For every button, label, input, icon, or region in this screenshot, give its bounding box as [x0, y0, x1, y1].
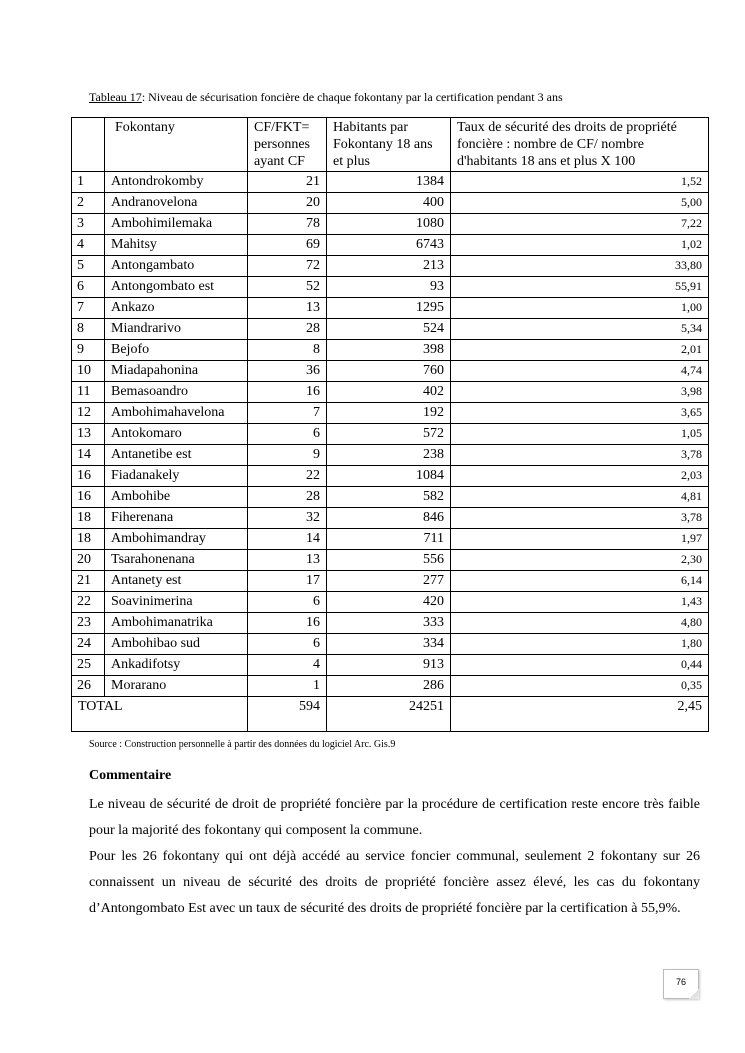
- row-fokontany: Antondrokomby: [105, 172, 248, 193]
- row-fokontany: Antanetibe est: [105, 445, 248, 466]
- table-row: [72, 235, 709, 256]
- row-cf: 6: [248, 424, 327, 445]
- row-taux: 5,34: [451, 319, 709, 340]
- row-cf: 7: [248, 403, 327, 424]
- row-index: 4: [72, 235, 105, 256]
- table-header-row: [72, 118, 709, 172]
- row-habitants: 192: [327, 403, 451, 424]
- row-habitants: 277: [327, 571, 451, 592]
- row-habitants: 572: [327, 424, 451, 445]
- table-row: [72, 382, 709, 403]
- row-cf: 17: [248, 571, 327, 592]
- row-fokontany: Antokomaro: [105, 424, 248, 445]
- row-taux: 3,78: [451, 508, 709, 529]
- page-number: 76: [663, 969, 699, 999]
- row-cf: 28: [248, 319, 327, 340]
- row-index: 22: [72, 592, 105, 613]
- row-fokontany: Miadapahonina: [105, 361, 248, 382]
- row-taux: 2,03: [451, 466, 709, 487]
- row-cf: 16: [248, 613, 327, 634]
- row-index: 16: [72, 466, 105, 487]
- table-row: [72, 172, 709, 193]
- table-row: [72, 340, 709, 361]
- row-index: 11: [72, 382, 105, 403]
- table-row: [72, 487, 709, 508]
- row-fokontany: Miandrarivo: [105, 319, 248, 340]
- row-taux: 4,81: [451, 487, 709, 508]
- row-habitants: 1384: [327, 172, 451, 193]
- total-cf: 594: [248, 697, 327, 732]
- row-cf: 4: [248, 655, 327, 676]
- comment-paragraph: Le niveau de sécurité de droit de propriété foncière par la procédure de certification reste encore très faible pour la majorité des fokontany qui composent la commune.: [89, 797, 700, 838]
- row-habitants: 760: [327, 361, 451, 382]
- row-habitants: 420: [327, 592, 451, 613]
- row-fokontany: Soavinimerina: [105, 592, 248, 613]
- table-row: [72, 571, 709, 592]
- row-taux: 3,98: [451, 382, 709, 403]
- row-index: 16: [72, 487, 105, 508]
- row-index: 5: [72, 256, 105, 277]
- table-row: [72, 298, 709, 319]
- row-index: 10: [72, 361, 105, 382]
- row-habitants: 6743: [327, 235, 451, 256]
- row-taux: 4,74: [451, 361, 709, 382]
- table-row: [72, 634, 709, 655]
- table-row: [72, 193, 709, 214]
- row-habitants: 1084: [327, 466, 451, 487]
- row-habitants: 711: [327, 529, 451, 550]
- total-taux: 2,45: [451, 697, 709, 732]
- certification-table: [71, 117, 709, 732]
- row-index: 8: [72, 319, 105, 340]
- table-row: [72, 592, 709, 613]
- row-fokontany: Ankazo: [105, 298, 248, 319]
- comment-body: [89, 792, 700, 922]
- table-row: [72, 319, 709, 340]
- row-fokontany: Ankadifotsy: [105, 655, 248, 676]
- row-taux: 1,00: [451, 298, 709, 319]
- table-caption-text: : Niveau de sécurisation foncière de chaque fokontany par la certification pendant 3 ans: [141, 90, 563, 104]
- row-habitants: 846: [327, 508, 451, 529]
- row-taux: 1,43: [451, 592, 709, 613]
- row-cf: 36: [248, 361, 327, 382]
- header-taux: Taux de sécurité des droits de propriété foncière : nombre de CF/ nombre d'habitants 18 ans et plus X 100: [451, 118, 709, 172]
- row-index: 18: [72, 508, 105, 529]
- row-cf: 69: [248, 235, 327, 256]
- table-row: [72, 676, 709, 697]
- row-cf: 21: [248, 172, 327, 193]
- row-index: 25: [72, 655, 105, 676]
- row-taux: 1,97: [451, 529, 709, 550]
- row-index: 26: [72, 676, 105, 697]
- table-row: [72, 256, 709, 277]
- table-row: [72, 508, 709, 529]
- header-habitants: Habitants par Fokontany 18 ans et plus: [327, 118, 451, 172]
- row-index: 1: [72, 172, 105, 193]
- total-label: TOTAL: [72, 697, 248, 732]
- row-index: 24: [72, 634, 105, 655]
- row-taux: 1,05: [451, 424, 709, 445]
- row-index: 7: [72, 298, 105, 319]
- row-fokontany: Ambohibao sud: [105, 634, 248, 655]
- row-habitants: 524: [327, 319, 451, 340]
- row-cf: 6: [248, 592, 327, 613]
- row-habitants: 213: [327, 256, 451, 277]
- source-note: Source : Construction personnelle à partir des données du logiciel Arc. Gis.9: [89, 739, 396, 750]
- header-cf: CF/FKT= personnes ayant CF: [248, 118, 327, 172]
- row-index: 2: [72, 193, 105, 214]
- row-habitants: 1295: [327, 298, 451, 319]
- row-habitants: 1080: [327, 214, 451, 235]
- row-fokontany: Antongombato est: [105, 277, 248, 298]
- row-fokontany: Bejofo: [105, 340, 248, 361]
- row-cf: 20: [248, 193, 327, 214]
- row-cf: 8: [248, 340, 327, 361]
- row-habitants: 286: [327, 676, 451, 697]
- row-taux: 2,01: [451, 340, 709, 361]
- row-fokontany: Antanety est: [105, 571, 248, 592]
- row-fokontany: Antongambato: [105, 256, 248, 277]
- row-taux: 2,30: [451, 550, 709, 571]
- row-fokontany: Andranovelona: [105, 193, 248, 214]
- row-fokontany: Ambohimandray: [105, 529, 248, 550]
- row-habitants: 556: [327, 550, 451, 571]
- comment-title: Commentaire: [89, 768, 172, 783]
- row-taux: 3,65: [451, 403, 709, 424]
- row-taux: 4,80: [451, 613, 709, 634]
- row-habitants: 913: [327, 655, 451, 676]
- row-index: 12: [72, 403, 105, 424]
- table-row: [72, 550, 709, 571]
- row-taux: 1,80: [451, 634, 709, 655]
- row-taux: 33,80: [451, 256, 709, 277]
- row-cf: 14: [248, 529, 327, 550]
- comment-paragraph: Pour les 26 fokontany qui ont déjà accédé au service foncier communal, seulement 2 fokontany sur 26 connaissent un niveau de sécurité des droits de propriété foncière assez élevé, les cas du fokontany d’Antongombato Est avec un taux de sécurité des droits de propriété foncière par la certification à 55,9%.: [89, 849, 700, 916]
- row-index: 21: [72, 571, 105, 592]
- row-taux: 1,52: [451, 172, 709, 193]
- row-cf: 78: [248, 214, 327, 235]
- row-fokontany: Ambohibe: [105, 487, 248, 508]
- table-row: [72, 403, 709, 424]
- row-fokontany: Mahitsy: [105, 235, 248, 256]
- row-fokontany: Ambohimanatrika: [105, 613, 248, 634]
- total-habitants: 24251: [327, 697, 451, 732]
- row-cf: 22: [248, 466, 327, 487]
- row-habitants: 333: [327, 613, 451, 634]
- row-cf: 9: [248, 445, 327, 466]
- row-cf: 72: [248, 256, 327, 277]
- row-cf: 28: [248, 487, 327, 508]
- row-taux: 0,44: [451, 655, 709, 676]
- row-index: 20: [72, 550, 105, 571]
- row-habitants: 238: [327, 445, 451, 466]
- row-taux: 0,35: [451, 676, 709, 697]
- row-index: 18: [72, 529, 105, 550]
- row-cf: 1: [248, 676, 327, 697]
- row-taux: 7,22: [451, 214, 709, 235]
- row-taux: 6,14: [451, 571, 709, 592]
- row-habitants: 582: [327, 487, 451, 508]
- table-row: [72, 529, 709, 550]
- row-fokontany: Morarano: [105, 676, 248, 697]
- row-habitants: 400: [327, 193, 451, 214]
- row-cf: 16: [248, 382, 327, 403]
- row-fokontany: Tsarahonenana: [105, 550, 248, 571]
- row-index: 6: [72, 277, 105, 298]
- row-fokontany: Fiherenana: [105, 508, 248, 529]
- row-cf: 13: [248, 298, 327, 319]
- table-row: [72, 214, 709, 235]
- table-row: [72, 361, 709, 382]
- table-row: [72, 277, 709, 298]
- row-cf: 32: [248, 508, 327, 529]
- row-cf: 52: [248, 277, 327, 298]
- row-taux: 3,78: [451, 445, 709, 466]
- table-row: [72, 445, 709, 466]
- row-habitants: 93: [327, 277, 451, 298]
- table-row: [72, 655, 709, 676]
- header-index: [72, 118, 105, 172]
- table-row: [72, 466, 709, 487]
- row-cf: 6: [248, 634, 327, 655]
- row-cf: 13: [248, 550, 327, 571]
- row-habitants: 398: [327, 340, 451, 361]
- row-index: 14: [72, 445, 105, 466]
- row-index: 13: [72, 424, 105, 445]
- row-fokontany: Bemasoandro: [105, 382, 248, 403]
- row-index: 3: [72, 214, 105, 235]
- header-fokontany: Fokontany: [105, 118, 248, 172]
- row-fokontany: Fiadanakely: [105, 466, 248, 487]
- row-habitants: 334: [327, 634, 451, 655]
- row-index: 9: [72, 340, 105, 361]
- table-row: [72, 613, 709, 634]
- row-habitants: 402: [327, 382, 451, 403]
- row-taux: 1,02: [451, 235, 709, 256]
- row-fokontany: Ambohimahavelona: [105, 403, 248, 424]
- row-taux: 5,00: [451, 193, 709, 214]
- row-taux: 55,91: [451, 277, 709, 298]
- row-fokontany: Ambohimilemaka: [105, 214, 248, 235]
- table-row: [72, 424, 709, 445]
- table-caption: [89, 90, 563, 104]
- row-index: 23: [72, 613, 105, 634]
- table-caption-label: Tableau 17: [89, 90, 142, 104]
- table-total-row: [72, 697, 709, 732]
